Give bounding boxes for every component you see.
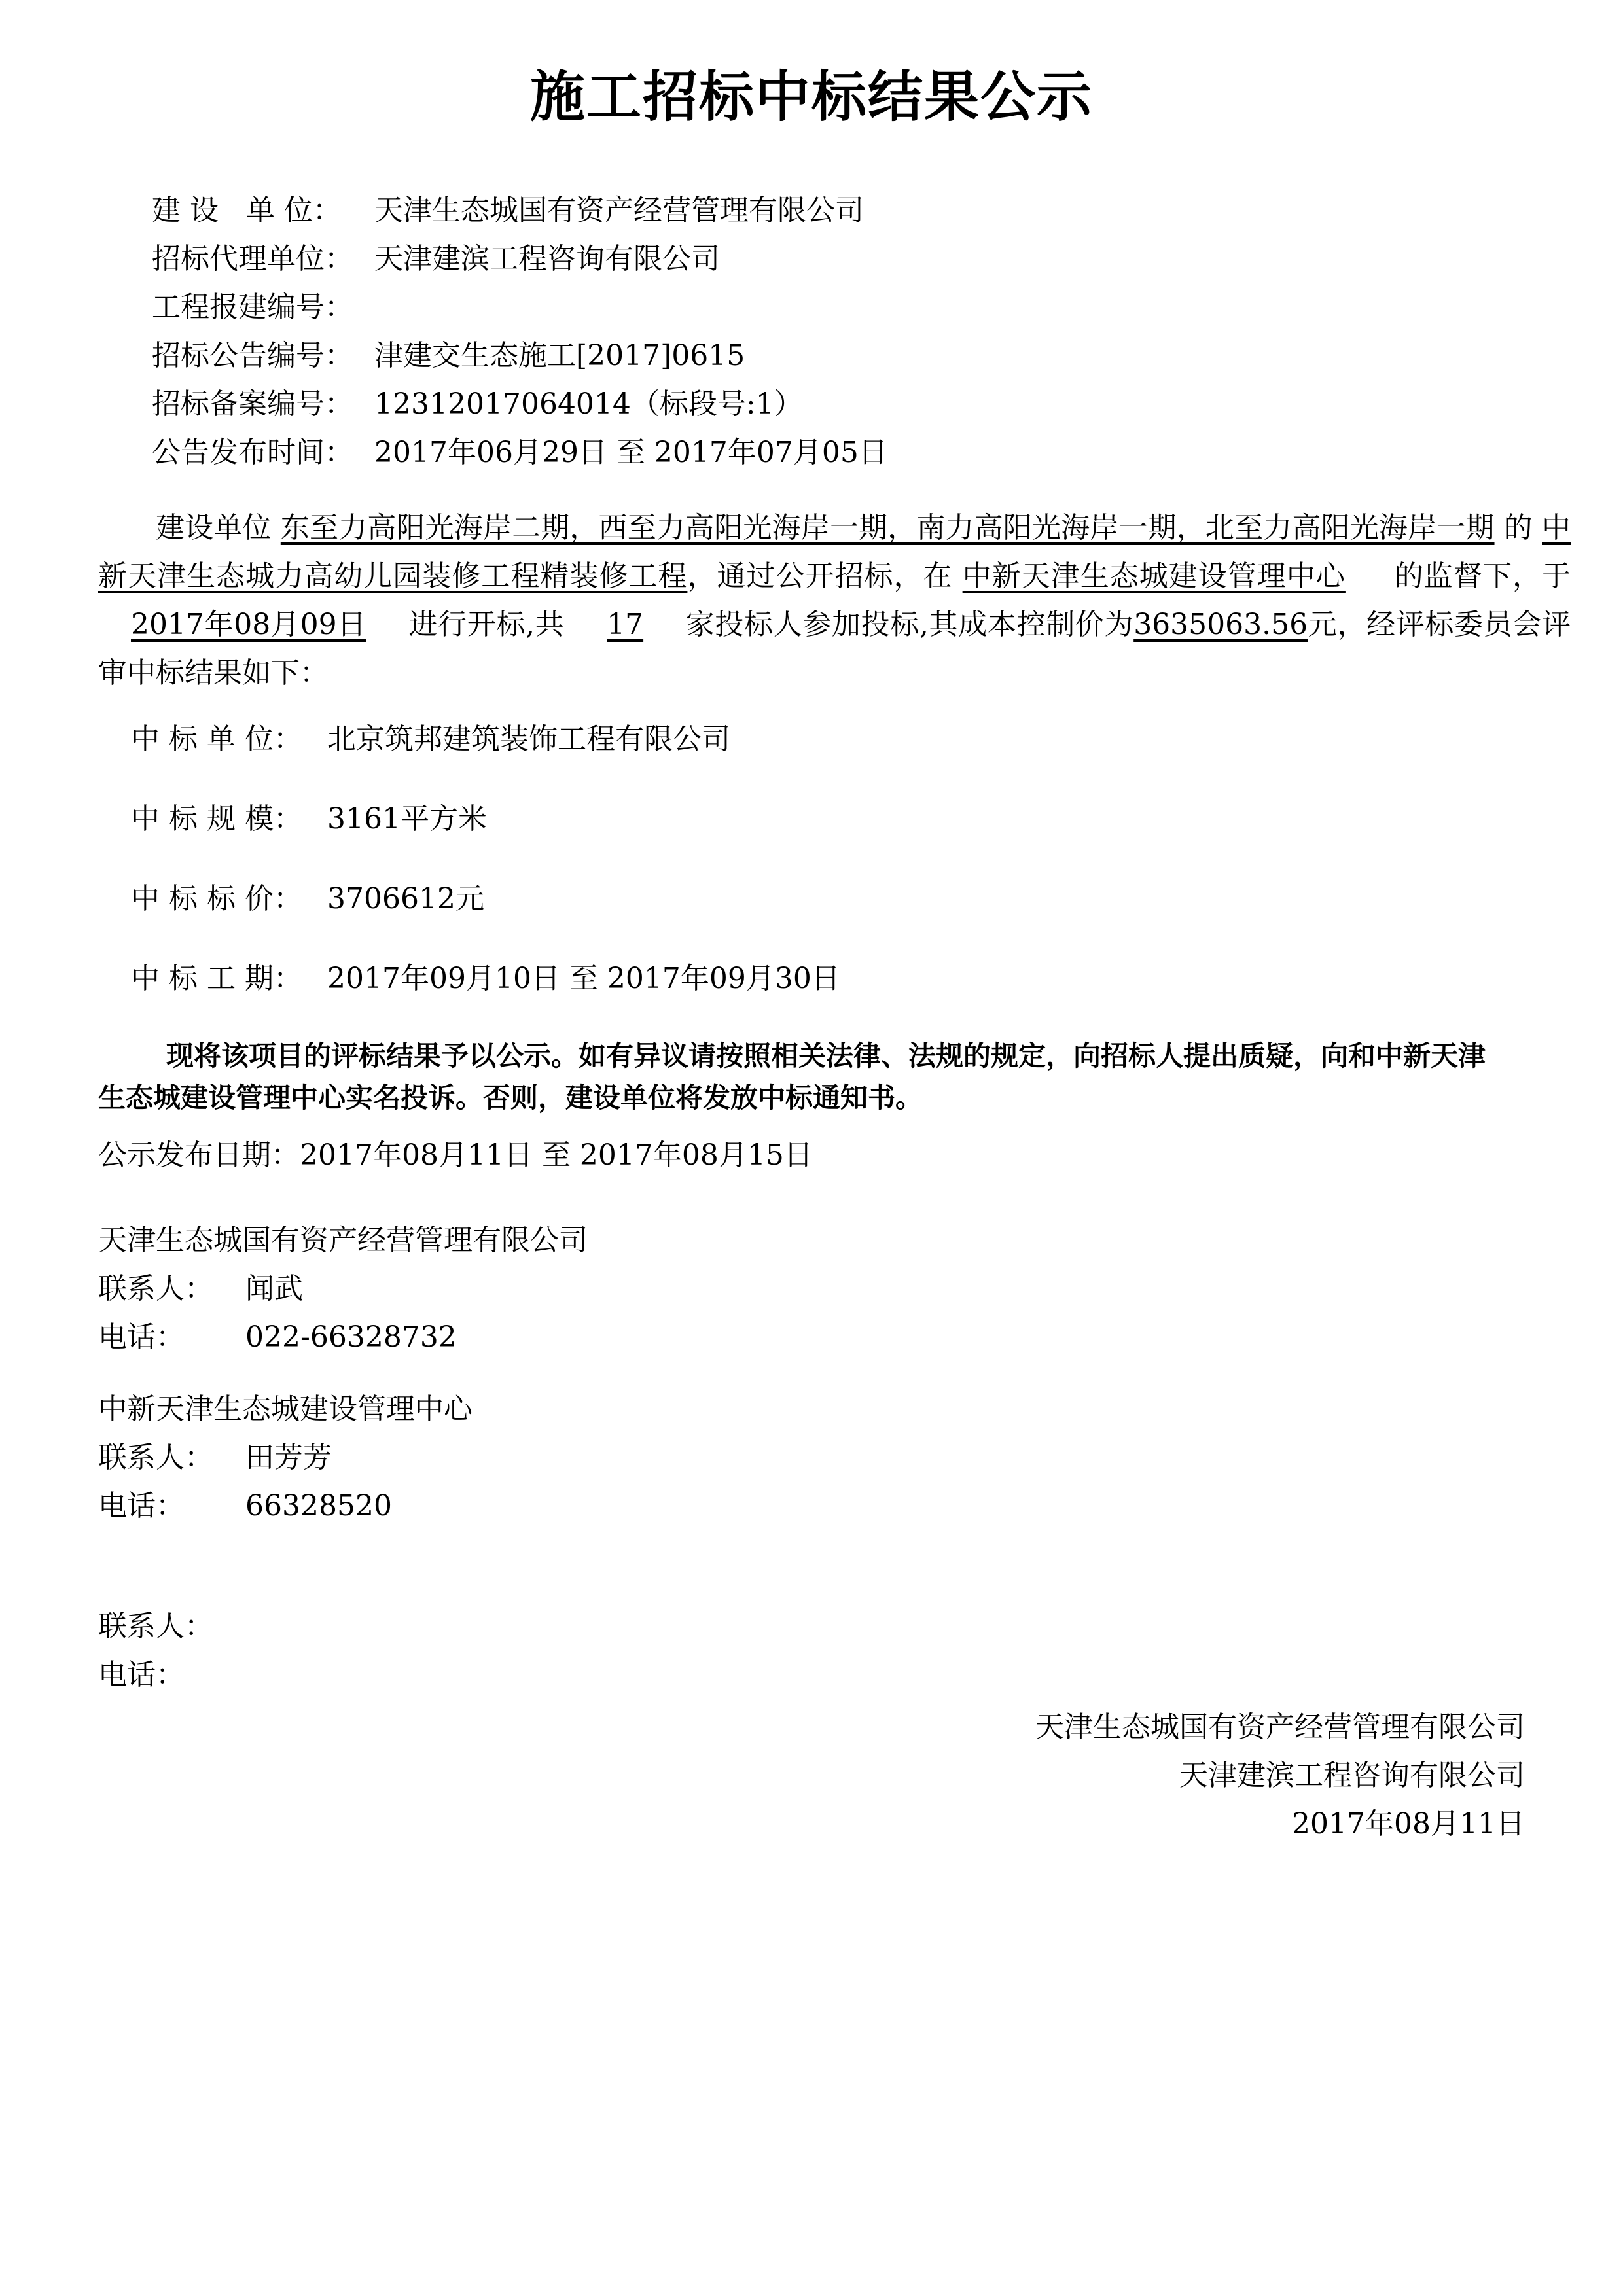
period-value: 2017年09月10日 至 2017年09月30日 — [327, 962, 840, 995]
signature-org-2: 天津建滨工程咨询有限公司 — [1179, 1759, 1525, 1792]
publish-time-value: 2017年06月29日 至 2017年07月05日 — [374, 436, 887, 469]
supervisor-name: 中新天津生态城建设管理中心 — [962, 559, 1346, 593]
bidder-count: 17 — [607, 608, 644, 641]
contact-org: 中新天津生态城建设管理中心 — [98, 1392, 473, 1426]
contact-phone-label: 电话： — [98, 1489, 185, 1523]
project-name: 中新天津生态城力高幼儿园装修工程精装修工程 — [98, 511, 1571, 593]
scale-label: 中 标 规 模： — [131, 802, 302, 836]
project-location: 东至力高阳光海岸二期，西至力高阳光海岸一期，南力高阳光海岸一期，北至力高阳光海岸一期 — [280, 511, 1495, 544]
signature-org-1: 天津生态城国有资产经营管理有限公司 — [1035, 1710, 1525, 1744]
builder-row — [152, 191, 864, 230]
objection-notice: 现将该项目的评标结果予以公示。如有异议请按照相关法律、法规的规定，向招标人提出质疑，向和中新天津生态城建设管理中心实名投诉。否则，建设单位将发放中标通知书。 — [98, 1040, 1486, 1114]
winner-value: 北京筑邦建筑装饰工程有限公司 — [327, 722, 730, 756]
period-row — [131, 959, 840, 998]
agent-row — [152, 239, 720, 279]
contact-phone: 66328520 — [245, 1489, 392, 1523]
project-no-row — [152, 288, 374, 327]
contact-phone-row — [98, 1318, 457, 1357]
project-no-label: 工程报建编号： — [152, 291, 353, 324]
publicity-value: 2017年08月11日 至 2017年08月15日 — [300, 1139, 813, 1172]
contact-org: 天津生态城国有资产经营管理有限公司 — [98, 1224, 588, 1257]
publicity-label: 公示发布日期： — [98, 1139, 300, 1172]
contact-person-label: 联系人： — [98, 1272, 213, 1305]
notice-no-label: 招标公告编号： — [152, 339, 353, 372]
contact-person-row — [98, 1438, 332, 1477]
signature-date: 2017年08月11日 — [1292, 1807, 1525, 1841]
publish-time-row — [152, 433, 887, 472]
contact-person-row — [98, 1269, 303, 1309]
record-no-row — [152, 385, 803, 424]
price-row — [131, 879, 484, 919]
contact-phone: 022-66328732 — [245, 1320, 457, 1354]
summary-mid1: ，通过公开招标，在 — [687, 559, 963, 593]
scale-row — [131, 800, 487, 839]
contact-person-label: 联系人： — [98, 1441, 213, 1474]
blank-contact-phone: 电话： — [98, 1658, 185, 1691]
publish-time-label: 公告发布时间： — [152, 436, 353, 469]
summary-of: 的 — [1494, 511, 1542, 544]
record-no-label: 招标备案编号： — [152, 387, 353, 421]
blank-contact-person: 联系人： — [98, 1610, 213, 1643]
summary-suffix: 元，经评标委员会评审中标结果如下： — [98, 608, 1571, 690]
record-no-value: 12312017064014（标段号:1） — [374, 387, 803, 421]
contact-phone-row — [98, 1487, 392, 1526]
notice-no-value: 津建交生态施工[2017]0615 — [374, 339, 745, 372]
agent-value: 天津建滨工程咨询有限公司 — [374, 242, 720, 275]
contact-phone-label: 电话： — [98, 1320, 185, 1354]
winner-row — [131, 720, 730, 759]
bid-summary-paragraph — [98, 504, 1571, 698]
contact-person: 田芳芳 — [245, 1441, 332, 1474]
summary-mid4: 家投标人参加投标,其成本控制价为 — [676, 608, 1134, 641]
winner-label: 中 标 单 位： — [131, 722, 302, 756]
price-label: 中 标 标 价： — [131, 882, 302, 915]
summary-prefix: 建设单位 — [156, 511, 281, 544]
agent-label: 招标代理单位： — [152, 242, 353, 275]
builder-value: 天津生态城国有资产经营管理有限公司 — [374, 194, 864, 227]
notice-no-row — [152, 336, 745, 376]
contact-person: 闻武 — [245, 1272, 303, 1305]
price-value: 3706612元 — [327, 882, 484, 915]
open-date: 2017年08月09日 — [131, 608, 366, 641]
scale-value: 3161平方米 — [327, 802, 487, 836]
summary-mid3: 进行开标,共 — [399, 608, 575, 641]
document-title: 施工招标中标结果公示 — [529, 65, 1093, 129]
period-label: 中 标 工 期： — [131, 962, 302, 995]
cost-control-price: 3635063.56 — [1133, 608, 1308, 641]
summary-mid2: 的监督下，于 — [1384, 559, 1571, 593]
builder-label: 建 设 单 位： — [152, 194, 342, 227]
publicity-row — [98, 1136, 813, 1175]
